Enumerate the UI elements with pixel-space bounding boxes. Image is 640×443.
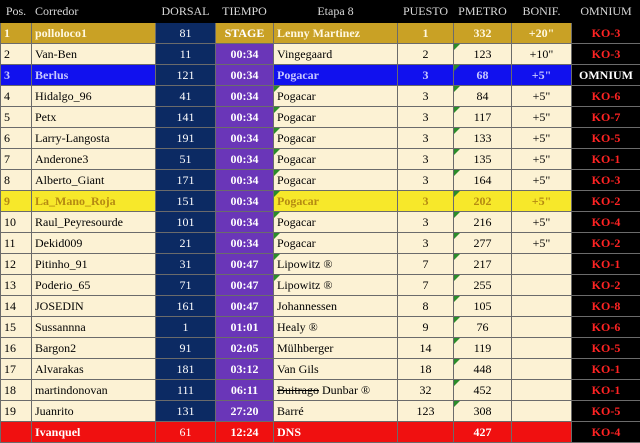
cell-pos: 10 — [1, 212, 32, 233]
cell-corredor: Juanrito — [32, 401, 156, 422]
pmetro-value: 133 — [473, 130, 492, 145]
cell-puesto: 3 — [398, 212, 454, 233]
cell-tiempo: 00:34 — [216, 212, 274, 233]
cell-bonif — [512, 422, 572, 443]
cell-omnium: KO-3 — [572, 44, 640, 65]
cell-pos — [1, 422, 32, 443]
cell-pmetro — [454, 380, 512, 401]
cell-puesto: 8 — [398, 296, 454, 317]
cell-marker-icon — [274, 275, 280, 281]
cell-puesto: 32 — [398, 380, 454, 401]
table-row — [1, 380, 640, 401]
cell-tiempo: 27:20 — [216, 401, 274, 422]
etapa-rider: Lipowitz ® — [277, 277, 333, 292]
cell-bonif — [512, 275, 572, 296]
cell-etapa — [274, 128, 398, 149]
cell-pmetro — [454, 233, 512, 254]
cell-pmetro — [454, 338, 512, 359]
cell-tiempo: 00:47 — [216, 296, 274, 317]
cell-etapa — [274, 149, 398, 170]
etapa-rider: Lipowitz ® — [277, 256, 333, 271]
cell-etapa — [274, 359, 398, 380]
cell-marker-icon — [274, 212, 280, 218]
cell-bonif — [512, 380, 572, 401]
etapa-rider: Mülhberger — [277, 340, 334, 355]
table-row — [1, 317, 640, 338]
etapa-rider: DNS — [277, 424, 302, 439]
cell-dorsal: 91 — [156, 338, 216, 359]
cell-dorsal: 11 — [156, 44, 216, 65]
cell-dorsal: 21 — [156, 233, 216, 254]
header-pmetro: PMETRO — [454, 1, 512, 23]
cell-pos: 3 — [1, 65, 32, 86]
cell-corredor: polloloco1 — [32, 23, 156, 44]
cell-pmetro — [454, 275, 512, 296]
cell-etapa — [274, 338, 398, 359]
cell-corredor: Hidalgo_96 — [32, 86, 156, 107]
cell-pos: 18 — [1, 380, 32, 401]
cell-bonif — [512, 401, 572, 422]
cell-puesto: 3 — [398, 128, 454, 149]
table-row — [1, 338, 640, 359]
table-row — [1, 254, 640, 275]
table-row — [1, 275, 640, 296]
cell-tiempo: 01:01 — [216, 317, 274, 338]
etapa-rider: Lenny Martinez — [277, 25, 360, 40]
cell-puesto: 7 — [398, 275, 454, 296]
etapa-rider: Pogacar — [277, 193, 319, 208]
cell-pos: 4 — [1, 86, 32, 107]
cell-omnium: KO-7 — [572, 107, 640, 128]
cell-marker-icon — [274, 86, 280, 92]
table-row — [1, 23, 640, 44]
cell-etapa — [274, 23, 398, 44]
cell-etapa — [274, 380, 398, 401]
etapa-rider: Pogacar — [277, 235, 316, 250]
etapa-rider: Pogacar — [277, 172, 316, 187]
cell-puesto: 1 — [398, 23, 454, 44]
cell-etapa — [274, 254, 398, 275]
cell-bonif: +5" — [512, 212, 572, 233]
cell-pos: 12 — [1, 254, 32, 275]
pmetro-value: 452 — [473, 382, 492, 397]
cell-tiempo: 12:24 — [216, 422, 274, 443]
cell-bonif: +20" — [512, 23, 572, 44]
cell-bonif — [512, 296, 572, 317]
cell-omnium: KO-6 — [572, 86, 640, 107]
cell-dorsal: 41 — [156, 86, 216, 107]
cell-pmetro — [454, 107, 512, 128]
cell-corredor: Alberto_Giant — [32, 170, 156, 191]
header-dorsal: DORSAL — [156, 1, 216, 23]
cell-tiempo: 00:34 — [216, 128, 274, 149]
cell-dorsal: 191 — [156, 128, 216, 149]
cell-bonif: +5" — [512, 233, 572, 254]
cell-marker-icon — [454, 149, 460, 155]
cell-puesto: 9 — [398, 317, 454, 338]
cell-pos: 14 — [1, 296, 32, 317]
cell-pos: 17 — [1, 359, 32, 380]
table-row — [1, 86, 640, 107]
cell-etapa — [274, 44, 398, 65]
cell-dorsal: 161 — [156, 296, 216, 317]
table-row — [1, 44, 640, 65]
cell-etapa — [274, 107, 398, 128]
cell-dorsal: 51 — [156, 149, 216, 170]
cell-marker-icon — [454, 44, 460, 50]
cell-marker-icon — [454, 296, 460, 302]
header-bonif: BONIF. — [512, 1, 572, 23]
cell-omnium: KO-6 — [572, 317, 640, 338]
table-row — [1, 422, 640, 443]
cell-omnium: KO-1 — [572, 149, 640, 170]
cell-marker-icon — [274, 233, 280, 239]
cell-tiempo: 00:34 — [216, 149, 274, 170]
table-row — [1, 65, 640, 86]
cell-puesto: 3 — [398, 149, 454, 170]
cell-pmetro — [454, 401, 512, 422]
cell-corredor: Alvarakas — [32, 359, 156, 380]
cell-dorsal: 111 — [156, 380, 216, 401]
cell-puesto: 3 — [398, 65, 454, 86]
pmetro-value: 216 — [473, 214, 492, 229]
cell-corredor: Sussannna — [32, 317, 156, 338]
cell-tiempo: 06:11 — [216, 380, 274, 401]
cell-corredor: Van-Ben — [32, 44, 156, 65]
cell-marker-icon — [274, 107, 280, 113]
cell-puesto: 3 — [398, 86, 454, 107]
etapa-rider: Van Gils — [277, 361, 319, 376]
header-pos: Pos. — [1, 1, 32, 23]
pmetro-value: 135 — [473, 151, 492, 166]
cell-pos: 2 — [1, 44, 32, 65]
cell-omnium: KO-1 — [572, 254, 640, 275]
cell-dorsal: 181 — [156, 359, 216, 380]
cell-dorsal: 141 — [156, 107, 216, 128]
cell-etapa — [274, 275, 398, 296]
cell-pmetro — [454, 212, 512, 233]
cell-marker-icon — [274, 254, 280, 260]
table-row — [1, 296, 640, 317]
cell-omnium: KO-2 — [572, 275, 640, 296]
cell-marker-icon — [454, 128, 460, 134]
header-omnium: OMNIUM — [572, 1, 640, 23]
cell-marker-icon — [454, 233, 460, 239]
cell-tiempo: 00:34 — [216, 191, 274, 212]
cell-pos: 13 — [1, 275, 32, 296]
etapa-rider: Barré — [277, 403, 304, 418]
cell-corredor: Petx — [32, 107, 156, 128]
cell-marker-icon — [454, 359, 460, 365]
cell-tiempo: 03:12 — [216, 359, 274, 380]
cell-pmetro — [454, 359, 512, 380]
cell-corredor: La_Mano_Roja — [32, 191, 156, 212]
cell-marker-icon — [454, 275, 460, 281]
cell-dorsal: 1 — [156, 317, 216, 338]
etapa-rider: Vingegaard — [277, 46, 333, 61]
cell-puesto: 3 — [398, 191, 454, 212]
cell-bonif: +5" — [512, 170, 572, 191]
table-row — [1, 359, 640, 380]
cell-omnium: KO-1 — [572, 359, 640, 380]
cell-tiempo: 00:34 — [216, 86, 274, 107]
cell-puesto: 7 — [398, 254, 454, 275]
cell-pmetro — [454, 422, 512, 443]
cell-pos: 16 — [1, 338, 32, 359]
etapa-rider: Pogacar — [277, 88, 316, 103]
pmetro-value: 332 — [473, 25, 492, 40]
etapa-rider: Johannessen — [277, 298, 337, 313]
cell-puesto: 3 — [398, 170, 454, 191]
cell-omnium: KO-4 — [572, 422, 640, 443]
cell-tiempo: 00:47 — [216, 254, 274, 275]
cell-corredor: Raul_Peyresourde — [32, 212, 156, 233]
cell-dorsal: 131 — [156, 401, 216, 422]
pmetro-value: 117 — [473, 109, 492, 124]
cell-omnium: KO-2 — [572, 233, 640, 254]
cell-bonif: +5" — [512, 128, 572, 149]
cell-dorsal: 61 — [156, 422, 216, 443]
cell-etapa — [274, 233, 398, 254]
cell-etapa — [274, 191, 398, 212]
cell-pos: 5 — [1, 107, 32, 128]
cell-bonif: +5" — [512, 107, 572, 128]
table-row — [1, 191, 640, 212]
pmetro-value: 277 — [473, 235, 492, 250]
header-corredor: Corredor — [32, 1, 156, 23]
cell-pmetro — [454, 317, 512, 338]
cell-omnium: KO-5 — [572, 401, 640, 422]
cell-etapa — [274, 212, 398, 233]
cell-marker-icon — [454, 86, 460, 92]
cell-corredor: martindonovan — [32, 380, 156, 401]
cell-omnium: OMNIUM — [572, 65, 640, 86]
table-row — [1, 212, 640, 233]
cell-corredor: Larry-Langosta — [32, 128, 156, 149]
cell-puesto: 18 — [398, 359, 454, 380]
cell-corredor: Bargon2 — [32, 338, 156, 359]
cell-pmetro — [454, 149, 512, 170]
header-puesto: PUESTO — [398, 1, 454, 23]
cell-puesto — [398, 422, 454, 443]
pmetro-value: 427 — [473, 424, 492, 439]
etapa-rider: Pogacar — [277, 130, 316, 145]
pmetro-value: 105 — [473, 298, 492, 313]
cell-etapa — [274, 401, 398, 422]
cell-dorsal: 171 — [156, 170, 216, 191]
pmetro-value: 255 — [473, 277, 492, 292]
cell-pos: 7 — [1, 149, 32, 170]
cell-tiempo: 00:34 — [216, 65, 274, 86]
table-row — [1, 128, 640, 149]
etapa-rider-alt: Dunbar ® — [319, 382, 371, 397]
cell-tiempo: 00:34 — [216, 170, 274, 191]
cell-corredor: Poderio_65 — [32, 275, 156, 296]
cell-marker-icon — [274, 170, 280, 176]
pmetro-value: 76 — [476, 319, 489, 334]
header-row — [1, 1, 640, 23]
etapa-rider: Pogacar — [277, 214, 316, 229]
cell-dorsal: 101 — [156, 212, 216, 233]
cell-etapa — [274, 296, 398, 317]
cell-bonif: +5" — [512, 86, 572, 107]
cell-marker-icon — [454, 380, 460, 386]
cell-pos: 1 — [1, 23, 32, 44]
cell-pmetro — [454, 254, 512, 275]
header-etapa: Etapa 8 — [274, 1, 398, 23]
cell-marker-icon — [274, 191, 280, 197]
cell-pos: 9 — [1, 191, 32, 212]
cell-tiempo: 00:34 — [216, 233, 274, 254]
table-row — [1, 107, 640, 128]
etapa-rider: Pogacar — [277, 151, 316, 166]
cell-omnium: KO-8 — [572, 296, 640, 317]
cell-omnium: KO-3 — [572, 170, 640, 191]
cell-marker-icon — [454, 338, 460, 344]
cell-etapa — [274, 317, 398, 338]
cell-pmetro — [454, 65, 512, 86]
cell-corredor: Dekid009 — [32, 233, 156, 254]
cell-bonif — [512, 254, 572, 275]
cell-tiempo: 02:05 — [216, 338, 274, 359]
cell-marker-icon — [454, 317, 460, 323]
cell-pos: 15 — [1, 317, 32, 338]
cell-marker-icon — [454, 254, 460, 260]
pmetro-value: 123 — [473, 46, 492, 61]
cell-corredor: Anderone3 — [32, 149, 156, 170]
cell-omnium: KO-3 — [572, 23, 640, 44]
cell-bonif: +10" — [512, 44, 572, 65]
cell-tiempo: STAGE — [216, 23, 274, 44]
pmetro-value: 202 — [473, 193, 492, 208]
pmetro-value: 217 — [473, 256, 492, 271]
cell-marker-icon — [454, 170, 460, 176]
cell-marker-icon — [274, 128, 280, 134]
pmetro-value: 68 — [476, 67, 489, 82]
cell-tiempo: 00:47 — [216, 275, 274, 296]
cell-pos: 6 — [1, 128, 32, 149]
cell-marker-icon — [454, 212, 460, 218]
cell-puesto: 123 — [398, 401, 454, 422]
cell-pmetro — [454, 170, 512, 191]
table-row — [1, 149, 640, 170]
cell-corredor: Berlus — [32, 65, 156, 86]
table-row — [1, 170, 640, 191]
cell-omnium: KO-5 — [572, 338, 640, 359]
cell-pos: 19 — [1, 401, 32, 422]
cell-omnium: KO-5 — [572, 128, 640, 149]
cell-puesto: 3 — [398, 233, 454, 254]
cell-marker-icon — [454, 191, 460, 197]
cell-dorsal: 151 — [156, 191, 216, 212]
cell-dorsal: 121 — [156, 65, 216, 86]
cell-marker-icon — [454, 65, 460, 71]
cell-omnium: KO-2 — [572, 191, 640, 212]
cell-etapa — [274, 65, 398, 86]
cell-pos: 8 — [1, 170, 32, 191]
cell-etapa — [274, 422, 398, 443]
cell-marker-icon — [454, 107, 460, 113]
cell-etapa — [274, 86, 398, 107]
table-row — [1, 233, 640, 254]
cell-pos: 11 — [1, 233, 32, 254]
header-tiempo: TIEMPO — [216, 1, 274, 23]
cell-bonif: +5" — [512, 149, 572, 170]
cell-corredor: Pitinho_91 — [32, 254, 156, 275]
etapa-rider: Pogacar — [277, 67, 319, 82]
cell-pmetro — [454, 86, 512, 107]
etapa-rider: Pogacar — [277, 109, 316, 124]
pmetro-value: 119 — [473, 340, 492, 355]
cell-corredor: Ivanquel — [32, 422, 156, 443]
cell-dorsal: 71 — [156, 275, 216, 296]
cell-pmetro — [454, 191, 512, 212]
cell-bonif — [512, 317, 572, 338]
cell-dorsal: 31 — [156, 254, 216, 275]
cell-bonif: +5" — [512, 191, 572, 212]
cell-bonif — [512, 359, 572, 380]
cell-tiempo: 00:34 — [216, 107, 274, 128]
cell-dorsal: 81 — [156, 23, 216, 44]
cell-etapa — [274, 170, 398, 191]
cell-bonif — [512, 338, 572, 359]
cell-corredor: JOSEDIN — [32, 296, 156, 317]
cell-bonif: +5" — [512, 65, 572, 86]
cell-marker-icon — [454, 401, 460, 407]
cell-omnium: KO-1 — [572, 380, 640, 401]
cell-puesto: 3 — [398, 107, 454, 128]
etapa-rider: Buitrago — [277, 382, 319, 397]
cell-pmetro — [454, 23, 512, 44]
etapa-rider: Healy ® — [277, 319, 318, 334]
pmetro-value: 84 — [476, 88, 489, 103]
table-row — [1, 401, 640, 422]
cell-omnium: KO-4 — [572, 212, 640, 233]
pmetro-value: 164 — [473, 172, 492, 187]
cell-pmetro — [454, 296, 512, 317]
pmetro-value: 308 — [473, 403, 492, 418]
cell-tiempo: 00:34 — [216, 44, 274, 65]
cell-puesto: 2 — [398, 44, 454, 65]
cell-pmetro — [454, 128, 512, 149]
cell-pmetro — [454, 44, 512, 65]
cell-marker-icon — [274, 149, 280, 155]
cell-puesto: 14 — [398, 338, 454, 359]
pmetro-value: 448 — [473, 361, 492, 376]
